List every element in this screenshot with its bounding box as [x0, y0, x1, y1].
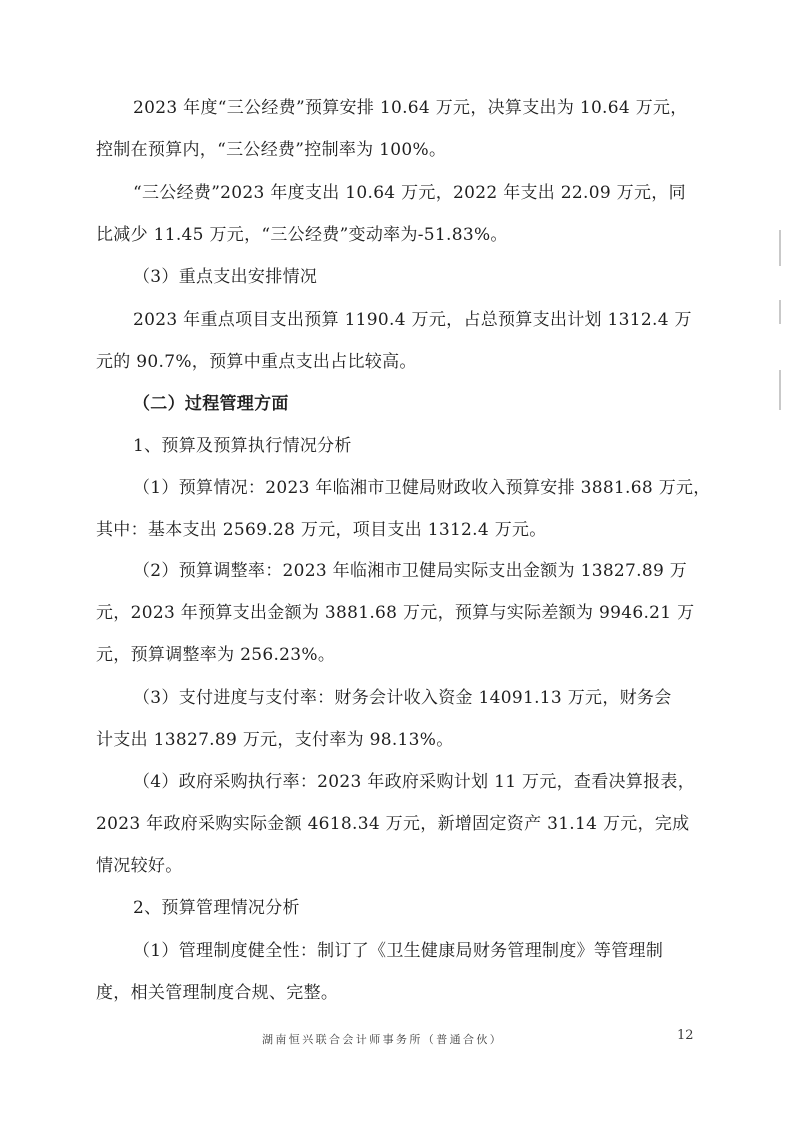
paragraph-line: 度，相关管理制度合规、完整。: [96, 983, 339, 1003]
paragraph-line: （1）管理制度健全性：制订了《卫生健康局财务管理制度》等管理制: [133, 941, 664, 961]
paragraph-line: 元，2023 年预算支出金额为 3881.68 万元，预算与实际差额为 9946.21 万: [96, 603, 695, 623]
paragraph-line: 情况较好。: [96, 856, 183, 876]
paragraph-line: 2023 年重点项目支出预算 1190.4 万元，占总预算支出计划 1312.4 万: [133, 310, 692, 330]
subsection-title: 1、预算及预算执行情况分析: [133, 436, 352, 456]
subsection-title: （3）重点支出安排情况: [133, 267, 318, 287]
paragraph-line: 其中：基本支出 2569.28 万元，项目支出 1312.4 万元。: [96, 520, 547, 540]
paragraph-line: （4）政府采购执行率：2023 年政府采购计划 11 万元，查看决算报表，: [133, 772, 696, 792]
scan-edge-mark: [779, 300, 781, 324]
paragraph-line: 控制在预算内，“三公经费”控制率为 100%。: [96, 140, 447, 160]
section-heading: （二）过程管理方面: [133, 394, 289, 414]
paragraph-line: “三公经费”2023 年度支出 10.64 万元，2022 年支出 22.09 万元，同: [133, 183, 686, 203]
paragraph-line: 元的 90.7%，预算中重点支出占比较高。: [96, 352, 417, 372]
paragraph-line: （1）预算情况：2023 年临湘市卫健局财政收入预算安排 3881.68 万元，: [133, 478, 711, 498]
paragraph-line: 比减少 11.45 万元，“三公经费”变动率为-51.83%。: [96, 225, 508, 245]
paragraph-line: 2023 年度“三公经费”预算安排 10.64 万元，决算支出为 10.64 万元，: [133, 98, 688, 118]
paragraph-line: 计支出 13827.89 万元，支付率为 98.13%。: [96, 730, 454, 750]
footer-firm-name: 湖南恒兴联合会计师事务所（普通合伙）: [262, 1033, 504, 1046]
paragraph-line: 元，预算调整率为 256.23%。: [96, 645, 336, 665]
paragraph-line: （3）支付进度与支付率：财务会计收入资金 14091.13 万元，财务会: [133, 688, 672, 708]
paragraph-line: （2）预算调整率：2023 年临湘市卫健局实际支出金额为 13827.89 万: [133, 561, 688, 581]
page-number: 12: [677, 1028, 694, 1043]
scan-edge-mark: [779, 370, 781, 410]
subsection-title: 2、预算管理情况分析: [133, 898, 300, 918]
paragraph-line: 2023 年政府采购实际金额 4618.34 万元，新增固定资产 31.14 万元，完成: [96, 814, 690, 834]
scan-edge-mark: [779, 230, 781, 266]
